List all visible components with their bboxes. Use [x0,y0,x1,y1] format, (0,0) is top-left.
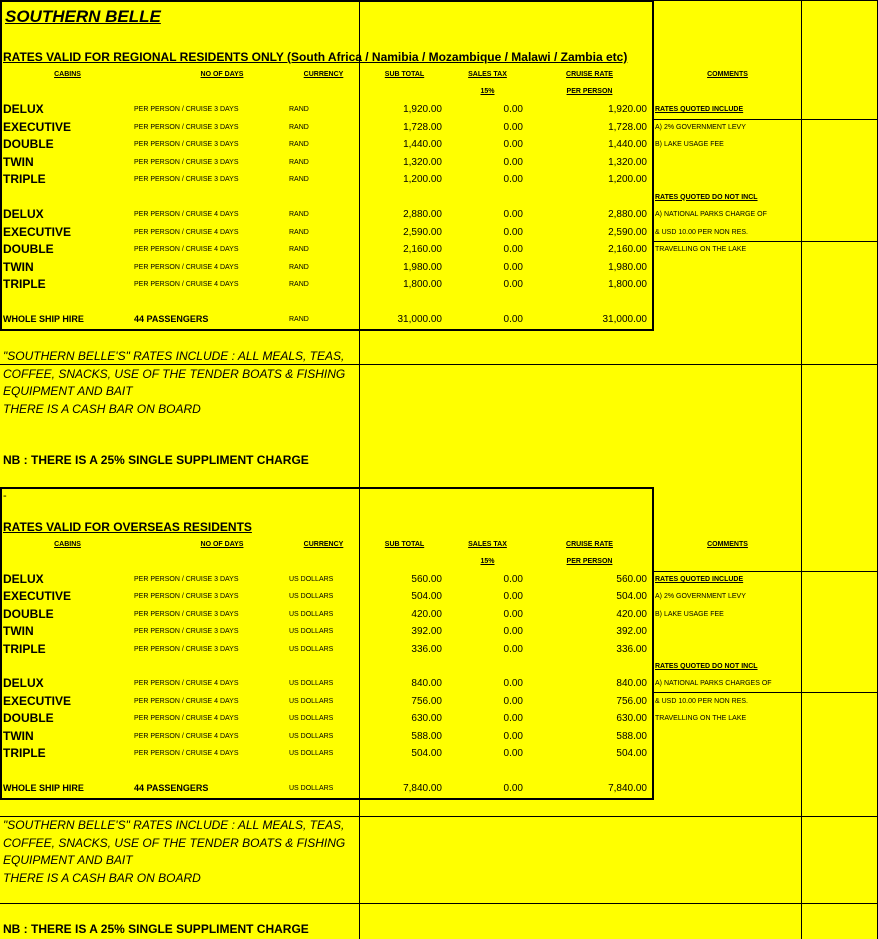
rates-include-note: THERE IS A CASH BAR ON BOARD [3,870,201,885]
comment-included-title: RATES QUOTED INCLUDE [655,106,744,113]
row-days: PER PERSON / CRUISE 3 DAYS [134,645,239,653]
row-cabin: EXECUTIVE [3,119,72,134]
header-subtotal: SUB TOTAL [384,71,425,78]
row-subtotal: 2,590.00 [403,226,442,238]
comment-travelling: TRAVELLING ON THE LAKE [655,715,747,723]
header-currency: CURRENCY [303,71,344,78]
validity-heading: RATES VALID FOR OVERSEAS RESIDENTS [3,520,252,534]
header-days: NO OF DAYS [200,71,244,78]
grid-line [652,119,878,120]
row-cabin: TRIPLE [3,641,46,656]
header-cruise-rate: CRUISE RATE [566,541,613,548]
row-cruise-rate: 1,200.00 [608,174,647,185]
whole-ship-label: WHOLE SHIP HIRE [3,782,84,793]
row-sales-tax: 0.00 [503,626,523,638]
row-days: PER PERSON / CRUISE 4 DAYS [134,281,239,288]
row-cabin: TRIPLE [3,172,46,186]
section-marker: - [3,490,7,502]
whole-ship-passengers: 44 PASSENGERS [134,314,209,324]
row-subtotal: 1,440.00 [403,139,442,150]
row-currency: US DOLLARS [289,628,334,636]
whole-ship-subtotal: 31,000.00 [397,314,442,325]
header-subtotal: SUB TOTAL [384,541,425,548]
row-cabin: TRIPLE [3,277,46,291]
whole-ship-currency: RAND [289,316,309,323]
row-sales-tax: 0.00 [503,730,523,742]
row-currency: RAND [289,246,309,253]
row-days: PER PERSON / CRUISE 4 DAYS [134,750,239,757]
rates-include-note: COFFEE, SNACKS, USE OF THE TENDER BOATS & FISHING [3,366,346,381]
comment-government-levy: A) 2% GOVERNMENT LEVY [655,593,746,601]
row-subtotal: 1,980.00 [403,261,442,273]
row-currency: US DOLLARS [289,593,334,601]
row-cruise-rate: 2,880.00 [608,209,647,220]
row-cruise-rate: 1,320.00 [608,156,647,168]
whole-ship-currency: US DOLLARS [289,784,334,792]
row-currency: US DOLLARS [289,576,334,583]
row-cruise-rate: 1,980.00 [608,261,647,273]
rates-include-note: COFFEE, SNACKS, USE OF THE TENDER BOATS & FISHING [3,835,346,850]
row-sales-tax: 0.00 [503,156,523,168]
row-subtotal: 1,200.00 [403,174,442,185]
single-supplement-note: NB : THERE IS A 25% SINGLE SUPPLIMENT CHARGE [3,453,309,467]
header-cabins: CABINS [54,541,81,548]
row-cabin: TWIN [3,154,34,169]
row-cruise-rate: 1,920.00 [608,104,647,115]
row-days: PER PERSON / CRUISE 3 DAYS [134,593,239,601]
row-cabin: DOUBLE [3,137,54,151]
row-currency: US DOLLARS [289,697,334,705]
row-subtotal: 1,320.00 [403,156,442,168]
row-cabin: TWIN [3,728,34,743]
rates-include-note: "SOUTHERN BELLE'S" RATES INCLUDE : ALL MEALS, TEAS, [3,349,345,363]
comment-lake-fee: B) LAKE USAGE FEE [655,141,724,148]
row-currency: RAND [289,176,309,183]
rates-include-note: "SOUTHERN BELLE'S" RATES INCLUDE : ALL MEALS, TEAS, [3,818,345,832]
row-cruise-rate: 756.00 [616,695,647,707]
row-currency: US DOLLARS [289,732,334,740]
row-subtotal: 756.00 [411,695,442,707]
header-comments: COMMENTS [707,71,748,78]
row-cabin: DOUBLE [3,606,54,621]
row-days: PER PERSON / CRUISE 4 DAYS [134,680,239,688]
row-currency: RAND [289,228,309,236]
header-sales-tax-rate: 15% [480,88,495,95]
header-per-person: PER PERSON [566,558,613,565]
row-days: PER PERSON / CRUISE 4 DAYS [134,715,239,723]
grid-line [0,903,878,904]
row-sales-tax: 0.00 [503,139,523,150]
validity-heading: RATES VALID FOR REGIONAL RESIDENTS ONLY (South Africa / Namibia / Mozambique / Malawi / Zambia etc) [3,50,628,64]
row-cruise-rate: 588.00 [616,730,647,742]
row-currency: US DOLLARS [289,750,334,757]
row-days: PER PERSON / CRUISE 3 DAYS [134,106,239,113]
row-currency: RAND [289,263,309,271]
grid-line [0,364,878,365]
row-cabin: TWIN [3,624,34,639]
comment-travelling: TRAVELLING ON THE LAKE [655,246,747,253]
row-days: PER PERSON / CRUISE 4 DAYS [134,732,239,740]
header-sales-tax-rate: 15% [480,558,495,565]
row-currency: US DOLLARS [289,610,334,618]
row-cabin: EXECUTIVE [3,693,72,708]
comment-national-parks: A) NATIONAL PARKS CHARGE OF [655,211,767,218]
row-subtotal: 504.00 [411,748,442,759]
grid-line [652,692,878,693]
row-subtotal: 504.00 [411,591,442,603]
comment-not-included-title: RATES QUOTED DO NOT INCL [655,193,758,201]
row-cruise-rate: 1,800.00 [608,279,647,290]
row-currency: RAND [289,281,309,288]
row-currency: US DOLLARS [289,715,334,723]
row-cabin: EXECUTIVE [3,589,72,604]
page-title: SOUTHERN BELLE [5,7,161,26]
row-sales-tax: 0.00 [503,678,523,690]
whole-ship-sales-tax: 0.00 [503,314,523,325]
row-days: PER PERSON / CRUISE 3 DAYS [134,158,239,166]
row-cabin: DELUX [3,572,44,586]
row-days: PER PERSON / CRUISE 4 DAYS [134,263,239,271]
row-cruise-rate: 630.00 [616,713,647,725]
row-sales-tax: 0.00 [503,748,523,759]
row-subtotal: 420.00 [411,608,442,620]
row-currency: RAND [289,158,309,166]
whole-ship-subtotal: 7,840.00 [403,782,442,794]
row-sales-tax: 0.00 [503,574,523,585]
grid-line [652,241,878,242]
row-cruise-rate: 2,590.00 [608,226,647,238]
whole-ship-cruise-rate: 7,840.00 [608,782,647,794]
row-currency: US DOLLARS [289,645,334,653]
row-cruise-rate: 420.00 [616,608,647,620]
row-cabin: DOUBLE [3,242,54,256]
row-sales-tax: 0.00 [503,174,523,185]
row-subtotal: 1,920.00 [403,104,442,115]
row-cabin: DELUX [3,102,44,116]
row-currency: RAND [289,123,309,131]
row-currency: RAND [289,141,309,148]
whole-ship-passengers: 44 PASSENGERS [134,782,209,793]
row-subtotal: 840.00 [411,678,442,690]
row-sales-tax: 0.00 [503,608,523,620]
row-days: PER PERSON / CRUISE 3 DAYS [134,176,239,183]
comment-lake-fee: B) LAKE USAGE FEE [655,610,724,618]
row-cabin: EXECUTIVE [3,224,72,239]
row-subtotal: 1,800.00 [403,279,442,290]
row-days: PER PERSON / CRUISE 3 DAYS [134,141,239,148]
single-supplement-note: NB : THERE IS A 25% SINGLE SUPPLIMENT CHARGE [3,922,309,936]
row-sales-tax: 0.00 [503,226,523,238]
row-subtotal: 336.00 [411,643,442,655]
row-days: PER PERSON / CRUISE 4 DAYS [134,246,239,253]
row-subtotal: 2,880.00 [403,209,442,220]
comment-included-title: RATES QUOTED INCLUDE [655,576,744,583]
grid-line [0,816,878,817]
row-cabin: DELUX [3,207,44,221]
rates-include-note: EQUIPMENT AND BAIT [3,853,133,867]
rates-include-note: EQUIPMENT AND BAIT [3,384,133,398]
row-subtotal: 392.00 [411,626,442,638]
row-sales-tax: 0.00 [503,244,523,255]
row-cruise-rate: 392.00 [616,626,647,638]
row-days: PER PERSON / CRUISE 4 DAYS [134,697,239,705]
row-cabin: DOUBLE [3,711,54,726]
grid-line [801,0,802,939]
row-sales-tax: 0.00 [503,104,523,115]
row-days: PER PERSON / CRUISE 4 DAYS [134,228,239,236]
row-currency: RAND [289,106,309,113]
row-days: PER PERSON / CRUISE 3 DAYS [134,123,239,131]
row-cabin: DELUX [3,676,44,691]
header-currency: CURRENCY [303,541,344,548]
row-currency: US DOLLARS [289,680,334,688]
row-days: PER PERSON / CRUISE 3 DAYS [134,610,239,618]
header-cruise-rate: CRUISE RATE [566,71,613,78]
comment-usd-fee: & USD 10.00 PER NON RES. [655,228,748,236]
header-sales-tax: SALES TAX [468,71,507,78]
row-days: PER PERSON / CRUISE 3 DAYS [134,576,239,583]
row-sales-tax: 0.00 [503,643,523,655]
row-sales-tax: 0.00 [503,121,523,133]
comment-not-included-title: RATES QUOTED DO NOT INCL [655,663,758,670]
row-cabin: TRIPLE [3,746,46,760]
row-subtotal: 1,728.00 [403,121,442,133]
comment-government-levy: A) 2% GOVERNMENT LEVY [655,123,746,131]
row-subtotal: 630.00 [411,713,442,725]
row-days: PER PERSON / CRUISE 3 DAYS [134,628,239,636]
row-subtotal: 2,160.00 [403,244,442,255]
row-days: PER PERSON / CRUISE 4 DAYS [134,211,239,218]
row-sales-tax: 0.00 [503,261,523,273]
row-cruise-rate: 1,728.00 [608,121,647,133]
whole-ship-cruise-rate: 31,000.00 [602,314,647,325]
header-sales-tax: SALES TAX [468,541,507,548]
header-cabins: CABINS [54,71,81,78]
row-cruise-rate: 504.00 [616,748,647,759]
row-sales-tax: 0.00 [503,695,523,707]
row-currency: RAND [289,211,309,218]
whole-ship-sales-tax: 0.00 [503,782,523,794]
comment-usd-fee: & USD 10.00 PER NON RES. [655,697,748,705]
row-subtotal: 588.00 [411,730,442,742]
row-sales-tax: 0.00 [503,591,523,603]
row-cabin: TWIN [3,259,34,274]
row-subtotal: 560.00 [411,574,442,585]
row-cruise-rate: 504.00 [616,591,647,603]
row-sales-tax: 0.00 [503,713,523,725]
row-cruise-rate: 560.00 [616,574,647,585]
row-cruise-rate: 336.00 [616,643,647,655]
grid-line [652,571,878,572]
row-cruise-rate: 2,160.00 [608,244,647,255]
comment-national-parks: A) NATIONAL PARKS CHARGES OF [655,680,772,688]
row-cruise-rate: 1,440.00 [608,139,647,150]
row-sales-tax: 0.00 [503,279,523,290]
row-sales-tax: 0.00 [503,209,523,220]
header-per-person: PER PERSON [566,88,613,95]
whole-ship-label: WHOLE SHIP HIRE [3,314,84,324]
header-days: NO OF DAYS [200,541,244,548]
header-comments: COMMENTS [707,541,748,548]
row-cruise-rate: 840.00 [616,678,647,690]
rates-include-note: THERE IS A CASH BAR ON BOARD [3,401,201,416]
